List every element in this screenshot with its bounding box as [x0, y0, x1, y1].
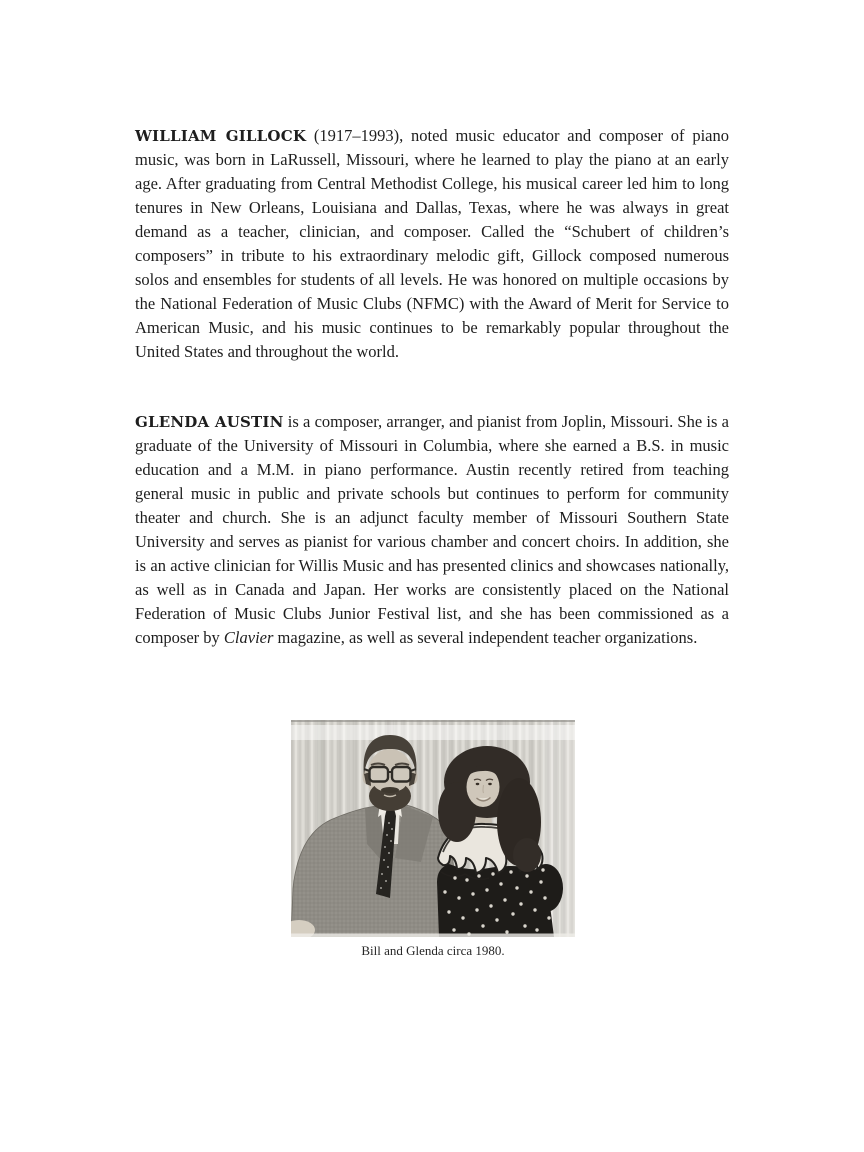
photo-caption: Bill and Glenda circa 1980. — [361, 943, 505, 958]
bio-name: GLENDA AUSTIN — [135, 413, 284, 431]
photo-bill-and-glenda — [291, 720, 575, 937]
bio-text: (1917–1993), noted music educator and composer of piano music, was born in LaRussell, Missouri, where he learned to play the piano at an early age. After graduating from Central Methodist College, his musical career led him to long tenures in New Orleans, Louisiana and Dallas, Texas, where he was always in great demand as a teacher, clinician, and composer. Called the “Schubert of children’s composers” in tribute to his extraordinary melodic gift, Gillock composed numerous solos and ensembles for students of all levels. He was honored on multiple occasions by the National Federation of Music Clubs (NFMC) with the Award of Merit for Service to American Music, and his music continues to be remarkably popular throughout the United States and throughout the world. — [135, 126, 730, 361]
bio-name: WILLIAM GILLOCK — [135, 127, 307, 145]
bio-paragraph-william-gillock — [135, 124, 729, 364]
bio-text: is a composer, arranger, and pianist from Joplin, Missouri. She is a graduate of the University of Missouri in Columbia, where she earned a B.S. in music education and a M.M. in piano performance. Austin recently retired from teaching general music in public and private schools but continues to perform for community theater and church. She is an adjunct faculty member of Missouri Southern State University and serves as pianist for various chamber and concert choirs. In addition, she is an active clinician for Willis Music and has presented clinics and showcases nationally, as well as in Canada and Japan. Her works are consistently placed on the National Federation of Music Clubs Junior Festival list, and she has been commissioned as a composer by — [135, 412, 729, 647]
bio-paragraph-glenda-austin — [135, 410, 729, 650]
bio-text: magazine, as well as several independent teacher organizations. — [273, 628, 698, 647]
photo-figure — [291, 720, 575, 959]
italic-term: Clavier — [223, 628, 274, 647]
